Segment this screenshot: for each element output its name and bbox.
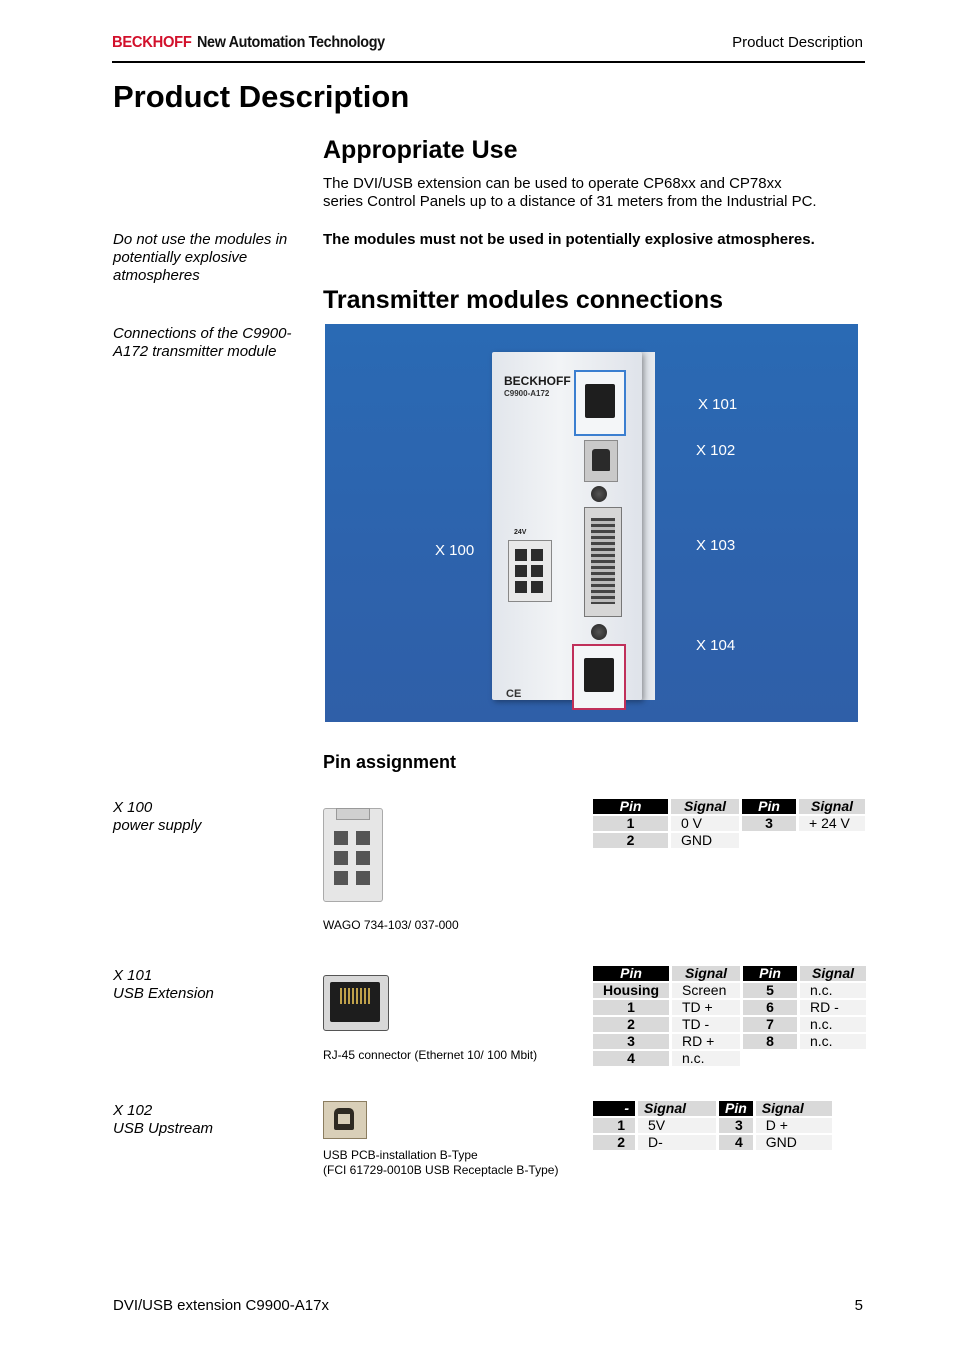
table-row	[593, 1034, 866, 1049]
signal-cell: RD +	[672, 1034, 740, 1049]
transmitter-module-photo	[325, 324, 858, 722]
pin-cell: 3	[719, 1118, 753, 1133]
rj45-icon	[585, 384, 615, 418]
signal-cell: n.c.	[800, 983, 866, 998]
header-signal: Signal	[799, 799, 865, 814]
appropriate-use-text	[323, 175, 817, 211]
header-pin: Pin	[593, 966, 669, 981]
table-row	[593, 1017, 866, 1032]
signal-cell: 0 V	[671, 816, 739, 831]
signal-cell: GND	[756, 1135, 832, 1150]
pin-cell: 6	[743, 1000, 797, 1015]
beckhoff-logo	[112, 33, 406, 53]
dvi-pins	[591, 518, 615, 604]
ce-mark: CE	[506, 688, 522, 700]
pin-cell: 1	[593, 816, 668, 831]
header-pin: -	[593, 1101, 635, 1116]
note-line: potentially explosive	[113, 249, 248, 266]
x101-label	[113, 967, 308, 1003]
signal-cell: 5V	[638, 1118, 716, 1133]
table-header-row	[593, 799, 865, 814]
signal-cell: n.c.	[800, 1034, 866, 1049]
header-rule	[112, 61, 865, 63]
x101-pin-table	[590, 964, 869, 1068]
pin-assignment-heading: Pin assignment	[323, 752, 457, 772]
x102-caption-line1: USB PCB-installation B-Type	[323, 1148, 478, 1162]
signal-cell: GND	[671, 833, 739, 848]
header-signal: Signal	[756, 1101, 832, 1116]
signal-cell: D +	[756, 1118, 832, 1133]
x102-label-line1: X 102	[113, 1102, 153, 1119]
header-pin: Pin	[593, 799, 668, 814]
x102-label	[113, 1102, 308, 1138]
section-heading-transmitter: Transmitter modules connections	[323, 286, 724, 314]
signal-cell: Screen	[672, 983, 740, 998]
table-row	[593, 816, 865, 831]
photo-label-x101: X 101	[698, 396, 738, 413]
x101-caption: RJ-45 connector (Ethernet 10/ 100 Mbit)	[323, 1048, 538, 1062]
photo-label-x100: X 100	[435, 542, 475, 559]
empty-cell	[742, 833, 796, 848]
empty-cell	[743, 1051, 797, 1066]
header-pin: Pin	[742, 799, 796, 814]
usb-b-port-icon	[584, 440, 618, 482]
pin-cell: 2	[593, 1135, 635, 1150]
signal-cell: D-	[638, 1135, 716, 1150]
table-row	[593, 833, 865, 848]
pin-cell: 5	[743, 983, 797, 998]
note-line: Do not use the modules in	[113, 231, 288, 248]
photo-label-x102: X 102	[696, 442, 736, 459]
photo-label-x104: X 104	[696, 637, 736, 654]
rj45-icon	[584, 658, 614, 692]
note-line: atmospheres	[113, 267, 200, 284]
module-brand: BECKHOFF	[504, 374, 571, 388]
x102-caption	[323, 1148, 558, 1178]
x101-port-frame	[574, 370, 626, 436]
table-row	[593, 1135, 832, 1150]
pin-cell: 7	[743, 1017, 797, 1032]
empty-cell	[799, 833, 865, 848]
note-line: A172 transmitter module	[113, 343, 277, 360]
photo-label-x103: X 103	[696, 537, 736, 554]
usb-b-connector-image	[323, 1101, 367, 1139]
x101-label-line1: X 101	[113, 967, 153, 984]
pin-cell: 4	[593, 1051, 669, 1066]
x100-label-line2: power supply	[113, 817, 202, 834]
signal-cell: + 24 V	[799, 816, 865, 831]
running-title: Product Description	[732, 34, 863, 51]
wago-connector-image	[323, 808, 383, 902]
dvi-port-icon	[584, 507, 622, 617]
pin-cell: 2	[593, 833, 668, 848]
header-pin: Pin	[743, 966, 797, 981]
x101-label-line2: USB Extension	[113, 985, 214, 1002]
signal-cell: TD -	[672, 1017, 740, 1032]
screw-icon	[591, 486, 607, 502]
explosive-warning: The modules must not be used in potentially explosive atmospheres.	[323, 231, 815, 248]
signal-cell: RD -	[800, 1000, 866, 1015]
x100-pin-table	[590, 797, 868, 850]
appropriate-use-text-line1: The DVI/USB extension can be used to operate CP68xx and CP78xx	[323, 175, 782, 192]
section-heading-appropriate-use: Appropriate Use	[323, 136, 518, 164]
x100-label-line1: X 100	[113, 799, 153, 816]
transmitter-margin-note	[113, 325, 308, 361]
pin-cell: 1	[593, 1118, 635, 1133]
logo-brand: BECKHOFF	[112, 34, 192, 51]
x102-caption-line2: (FCI 61729-0010B USB Receptacle B-Type)	[323, 1163, 559, 1177]
module-front-panel	[492, 352, 642, 700]
table-row	[593, 1118, 832, 1133]
appropriate-use-text-line2: series Control Panels up to a distance of 31 meters from the Industrial PC.	[323, 193, 817, 210]
page-title: Product Description	[113, 79, 410, 114]
pin-cell: 1	[593, 1000, 669, 1015]
header-signal: Signal	[672, 966, 740, 981]
pin-cell: 3	[742, 816, 796, 831]
x102-label-line2: USB Upstream	[113, 1120, 214, 1137]
pin-cell: 3	[593, 1034, 669, 1049]
rj45-connector-image	[323, 975, 389, 1031]
x102-pin-table	[590, 1099, 835, 1152]
pin-cell: Housing	[593, 983, 669, 998]
header-pin: Pin	[719, 1101, 753, 1116]
module-voltage: 24V	[514, 529, 527, 536]
table-header-row	[593, 966, 866, 981]
footer-page-number: 5	[854, 1297, 863, 1314]
screw-icon	[591, 624, 607, 640]
module-model: C9900-A172	[504, 389, 550, 398]
pin-cell: 4	[719, 1135, 753, 1150]
table-row	[593, 1051, 866, 1066]
note-line: Connections of the C9900-	[113, 325, 292, 342]
signal-cell: TD +	[672, 1000, 740, 1015]
x104-port-frame	[572, 644, 626, 710]
header-signal: Signal	[800, 966, 866, 981]
x100-caption: WAGO 734-103/ 037-000	[323, 918, 459, 932]
signal-cell: n.c.	[672, 1051, 740, 1066]
table-header-row	[593, 1101, 832, 1116]
logo-tagline: New Automation Technology	[196, 34, 385, 51]
pin-cell: 8	[743, 1034, 797, 1049]
pin-cell: 2	[593, 1017, 669, 1032]
footer-document-title: DVI/USB extension C9900-A17x	[113, 1297, 329, 1314]
x100-label	[113, 799, 308, 835]
header-signal: Signal	[671, 799, 739, 814]
header-signal: Signal	[638, 1101, 716, 1116]
table-row	[593, 983, 866, 998]
empty-cell	[800, 1051, 866, 1066]
table-row	[593, 1000, 866, 1015]
power-connector-icon	[508, 540, 552, 602]
usb-b-socket	[592, 449, 610, 471]
signal-cell: n.c.	[800, 1017, 866, 1032]
explosive-margin-note	[113, 231, 308, 285]
